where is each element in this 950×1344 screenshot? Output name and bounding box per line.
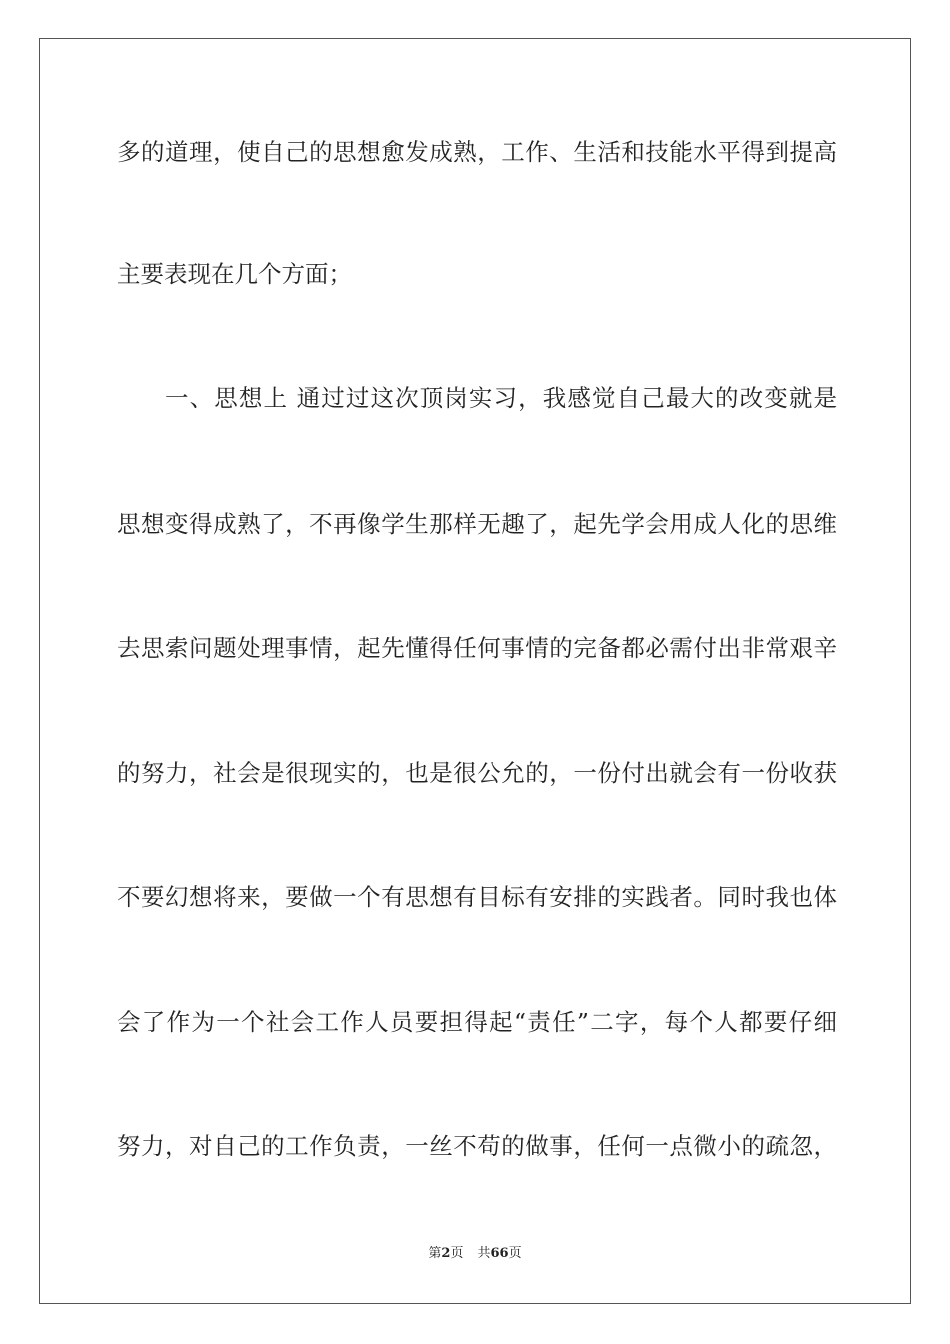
body-line-9: 努力，对自己的工作负责，一丝不苟的做事，任何一点微小的疏忽， (117, 1132, 837, 1160)
body-line-2: 主要表现在几个方面； (117, 260, 352, 288)
page-prefix: 第 (428, 1246, 442, 1261)
body-line-1: 多的道理，使自己的思想愈发成熟，工作、生活和技能水平得到提高 (117, 138, 837, 166)
body-line-3: 一、思想上 通过过这次顶岗实习，我感觉自己最大的改变就是 (165, 384, 837, 412)
body-line-5: 去思索问题处理事情，起先懂得任何事情的完备都必需付出非常艰辛 (117, 634, 837, 662)
page-number: 2 (441, 1246, 451, 1261)
total-pages: 66 (490, 1246, 509, 1261)
page-footer (0, 1245, 950, 1263)
body-line-8: 会了作为一个社会工作人员要担得起“责任”二字，每个人都要仔细 (117, 1008, 837, 1036)
body-line-7: 不要幻想将来，要做一个有思想有目标有安排的实践者。同时我也体 (117, 883, 837, 911)
total-suffix: 页 (508, 1246, 522, 1261)
body-line-4: 思想变得成熟了，不再像学生那样无趣了，起先学会用成人化的思维 (117, 510, 837, 538)
total-prefix: 共 (477, 1246, 491, 1261)
page-suffix: 页 (450, 1246, 464, 1261)
body-line-6: 的努力，社会是很现实的，也是很公允的，一份付出就会有一份收获 (117, 759, 837, 787)
page-frame (39, 38, 911, 1304)
